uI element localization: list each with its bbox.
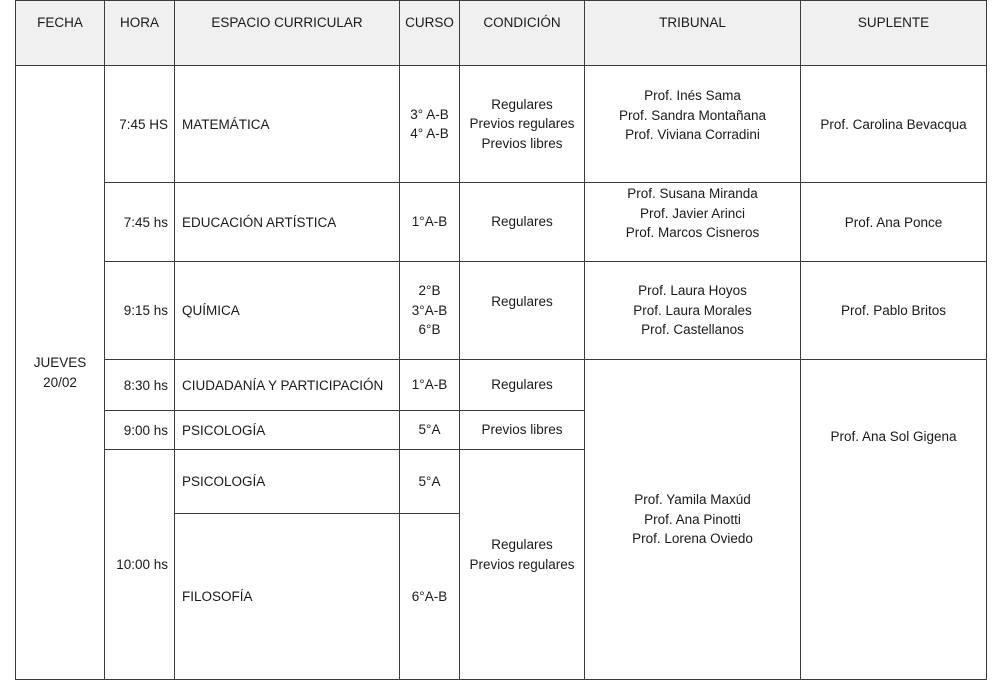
hora-cell: 7:45 HS — [105, 66, 175, 183]
espacio-cell: QUÍMICA — [175, 262, 400, 360]
condicion-cell: Regulares Previos regulares Previos libres — [460, 66, 585, 183]
header-row — [16, 1, 987, 66]
curso-cell: 1°A-B — [400, 360, 460, 411]
suplente-cell: Prof. Carolina Bevacqua — [801, 66, 987, 183]
table-row — [16, 262, 987, 360]
condicion-cell: Regulares — [460, 262, 585, 360]
table-row — [16, 66, 987, 183]
espacio-cell: CIUDADANÍA Y PARTICIPACIÓN — [175, 360, 400, 411]
fecha-cell: JUEVES 20/02 — [16, 66, 105, 680]
suplente-cell: Prof. Pablo Britos — [801, 262, 987, 360]
espacio-cell: PSICOLOGÍA — [175, 411, 400, 450]
hora-cell: 7:45 hs — [105, 183, 175, 262]
curso-cell: 3° A-B 4° A-B — [400, 66, 460, 183]
suplente-cell: Prof. Ana Ponce — [801, 183, 987, 262]
suplente-cell-shared: Prof. Ana Sol Gigena — [801, 360, 987, 680]
header-condicion: CONDICIÓN — [460, 1, 585, 66]
curso-cell: 5°A — [400, 411, 460, 450]
hora-cell: 10:00 hs — [105, 450, 175, 680]
curso-cell: 1°A-B — [400, 183, 460, 262]
tribunal-cell-shared: Prof. Yamila Maxúd Prof. Ana Pinotti Prof. Lorena Oviedo — [585, 360, 801, 680]
header-curso: CURSO — [400, 1, 460, 66]
table-row — [16, 360, 987, 411]
header-hora: HORA — [105, 1, 175, 66]
espacio-cell: PSICOLOGÍA — [175, 450, 400, 514]
header-espacio: ESPACIO CURRICULAR — [175, 1, 400, 66]
espacio-cell: EDUCACIÓN ARTÍSTICA — [175, 183, 400, 262]
header-tribunal: TRIBUNAL — [585, 1, 801, 66]
condicion-cell: Previos libres — [460, 411, 585, 450]
tribunal-cell: Prof. Laura Hoyos Prof. Laura Morales Prof. Castellanos — [585, 262, 801, 360]
exam-schedule-table — [15, 0, 987, 680]
tribunal-cell: Prof. Inés Sama Prof. Sandra Montañana Prof. Viviana Corradini — [585, 66, 801, 183]
tribunal-cell: Prof. Susana Miranda Prof. Javier Arinci Prof. Marcos Cisneros — [585, 183, 801, 262]
hora-cell: 9:00 hs — [105, 411, 175, 450]
header-suplente: SUPLENTE — [801, 1, 987, 66]
espacio-cell: FILOSOFÍA — [175, 514, 400, 680]
condicion-cell: Regulares — [460, 183, 585, 262]
table-row — [16, 183, 987, 262]
curso-cell: 5°A — [400, 450, 460, 514]
condicion-cell: Regulares — [460, 360, 585, 411]
curso-cell: 2°B 3°A-B 6°B — [400, 262, 460, 360]
condicion-cell-shared: Regulares Previos regulares — [460, 450, 585, 680]
hora-cell: 8:30 hs — [105, 360, 175, 411]
hora-cell: 9:15 hs — [105, 262, 175, 360]
espacio-cell: MATEMÁTICA — [175, 66, 400, 183]
curso-cell: 6°A-B — [400, 514, 460, 680]
header-fecha: FECHA — [16, 1, 105, 66]
